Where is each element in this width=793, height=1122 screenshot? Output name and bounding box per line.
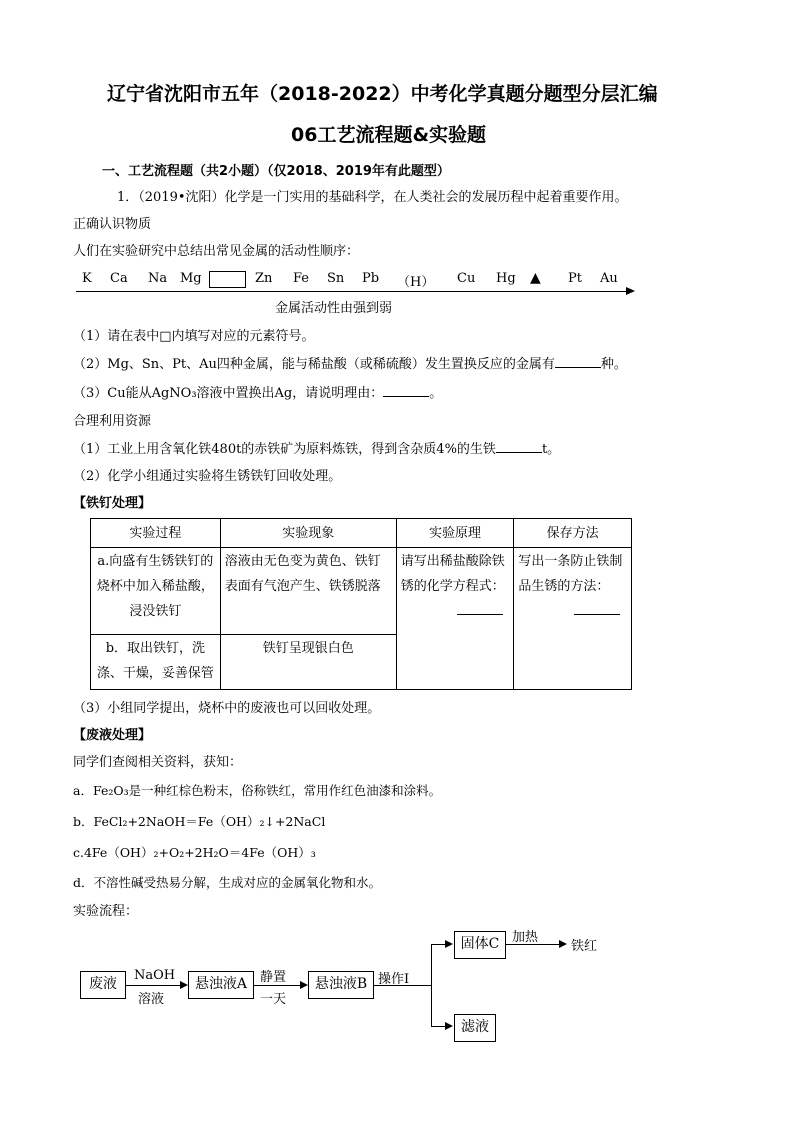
series-arrow-line: [76, 291, 628, 292]
question-1-3: [73, 382, 442, 401]
flow-label-iron-red: 铁红: [571, 939, 598, 954]
metal-Pt: Pt: [568, 271, 582, 286]
metal-K: K: [82, 271, 92, 286]
metal-H: （H）: [397, 275, 435, 290]
cell-process-b: b．取出铁钉，洗涤、干燥，妥善保管: [91, 635, 221, 690]
info-a: a．Fe₂O₃是一种红棕色粉末，俗称铁红，常用作红色油漆和涂料。: [73, 783, 442, 798]
flow-arrowhead-heat-icon: [559, 940, 567, 948]
metal-Au: Au: [600, 271, 618, 286]
cell-phenomenon-b: 铁钉呈现银白色: [220, 635, 396, 690]
info-b: b．FeCl₂+2NaOH＝Fe（OH）₂↓+2NaCl: [73, 814, 326, 829]
info-intro: 同学们查阅相关资料，获知：: [73, 755, 243, 770]
triangle-marker-icon: ▲: [530, 270, 541, 286]
flow-box-solid-c: 固体C: [454, 931, 506, 959]
storage-text: 写出一条防止铁制品生锈的方法：: [518, 554, 623, 594]
question-1-3-text: （3）Cu能从AgNO₃溶液中置换出Ag，请说明理由：: [73, 386, 384, 401]
flow-arrow-2: [253, 985, 300, 986]
resource-1-unit: t。: [541, 442, 561, 457]
header-process: 实验过程: [91, 519, 221, 548]
metal-Fe: Fe: [293, 271, 310, 286]
header-principle: 实验原理: [396, 519, 514, 548]
flow-box-suspension-b: 悬浊液B: [308, 971, 374, 999]
subheading-matter: 正确认识物质: [73, 217, 152, 232]
flow-label-operation: 操作Ⅰ: [378, 972, 410, 987]
answer-blank-mass[interactable]: [496, 452, 542, 453]
flow-label-heat: 加热: [512, 930, 539, 945]
header-storage: 保存方法: [514, 519, 632, 548]
flow-arrowhead-top-icon: [445, 940, 453, 948]
flow-box-waste: 废液: [80, 971, 126, 999]
metal-Sn: Sn: [327, 271, 345, 286]
flow-label-stand: 静置: [260, 970, 287, 985]
doc-title: 辽宁省沈阳市五年（2018-2022）中考化学真题分题型分层汇编: [107, 83, 658, 105]
subheading-resources: 合理利用资源: [73, 414, 152, 429]
info-c: c.4Fe（OH）₂+O₂+2H₂O＝4Fe（OH）₃: [73, 845, 316, 860]
waste-heading: 【废液处理】: [73, 728, 152, 743]
answer-blank-method[interactable]: [574, 614, 620, 615]
resource-2: （2）化学小组通过实验将生锈铁钉回收处理。: [73, 469, 342, 484]
resource-3: （3）小组同学提出，烧杯中的废液也可以回收处理。: [73, 701, 381, 716]
section-heading: 一、工艺流程题（共2小题）（仅2018、2019年有此题型）: [102, 164, 450, 179]
flow-label-day: 一天: [260, 992, 287, 1007]
cell-process-a: a.向盛有生锈铁钉的烧杯中加入稀盐酸，浸没铁钉: [91, 548, 221, 635]
flow-label-solution: 溶液: [138, 992, 165, 1007]
nail-heading: 【铁钉处理】: [73, 496, 152, 511]
flow-label-naoh: NaOH: [134, 968, 176, 983]
flow-branch-top: [431, 944, 446, 945]
metal-Cu: Cu: [457, 271, 476, 286]
question-intro: 1．（2019•沈阳）化学是一门实用的基础科学，在人类社会的发展历程中起着重要作用。: [117, 190, 628, 205]
doc-subtitle: 06工艺流程题&实验题: [291, 124, 487, 146]
metal-Pb: Pb: [362, 271, 380, 286]
metal-Ca: Ca: [110, 271, 128, 286]
question-1-3-tail: 。: [429, 386, 443, 401]
question-1-2-text: （2）Mg、Sn、Pt、Au四种金属，能与稀盐酸（或稀硫酸）发生置换反应的金属有: [73, 357, 555, 372]
series-arrow-head-icon: [626, 287, 635, 295]
cell-phenomenon-a: 溶液由无色变为黄色、铁钉表面有气泡产生、铁锈脱落: [220, 548, 396, 635]
series-intro: 人们在实验研究中总结出常见金属的活动性顺序：: [73, 244, 360, 259]
flow-heading: 实验流程：: [73, 904, 139, 919]
metal-Hg: Hg: [496, 271, 516, 286]
answer-blank-count[interactable]: [555, 367, 601, 368]
question-1-2: [73, 353, 627, 372]
flow-box-suspension-a: 悬浊液A: [188, 971, 254, 999]
metal-Na: Na: [148, 271, 168, 286]
blank-element-box[interactable]: [209, 271, 246, 288]
answer-blank-equation[interactable]: [457, 614, 503, 615]
cell-storage: [514, 548, 632, 690]
cell-principle: [396, 548, 514, 690]
experiment-table: [90, 518, 632, 690]
question-1-2-tail: 种。: [600, 357, 627, 372]
flow-branch-bottom: [431, 1026, 446, 1027]
flow-arrowhead-1-icon: [180, 981, 188, 989]
flow-arrowhead-bottom-icon: [445, 1022, 453, 1030]
flow-arrowhead-2-icon: [300, 981, 308, 989]
series-caption: 金属活动性由强到弱: [275, 301, 393, 316]
resource-1: [73, 438, 560, 457]
question-1-1: （1）请在表中□内填写对应的元素符号。: [73, 329, 315, 344]
table-header-row: [91, 519, 632, 548]
flow-branch-vertical: [431, 944, 432, 1026]
metal-Zn: Zn: [255, 271, 273, 286]
answer-blank-reason[interactable]: [383, 396, 429, 397]
info-d: d．不溶性碱受热易分解，生成对应的金属氧化物和水。: [73, 875, 382, 890]
flow-arrow-1: [125, 985, 180, 986]
flow-box-filtrate: 滤液: [454, 1014, 496, 1042]
header-phenomenon: 实验现象: [220, 519, 396, 548]
table-row: [91, 548, 632, 635]
principle-text: 请写出稀盐酸除铁锈的化学方程式：: [400, 554, 505, 594]
metal-Mg: Mg: [180, 271, 202, 286]
resource-1-text: （1）工业上用含氧化铁480t的赤铁矿为原料炼铁，得到含杂质4%的生铁: [73, 442, 496, 457]
